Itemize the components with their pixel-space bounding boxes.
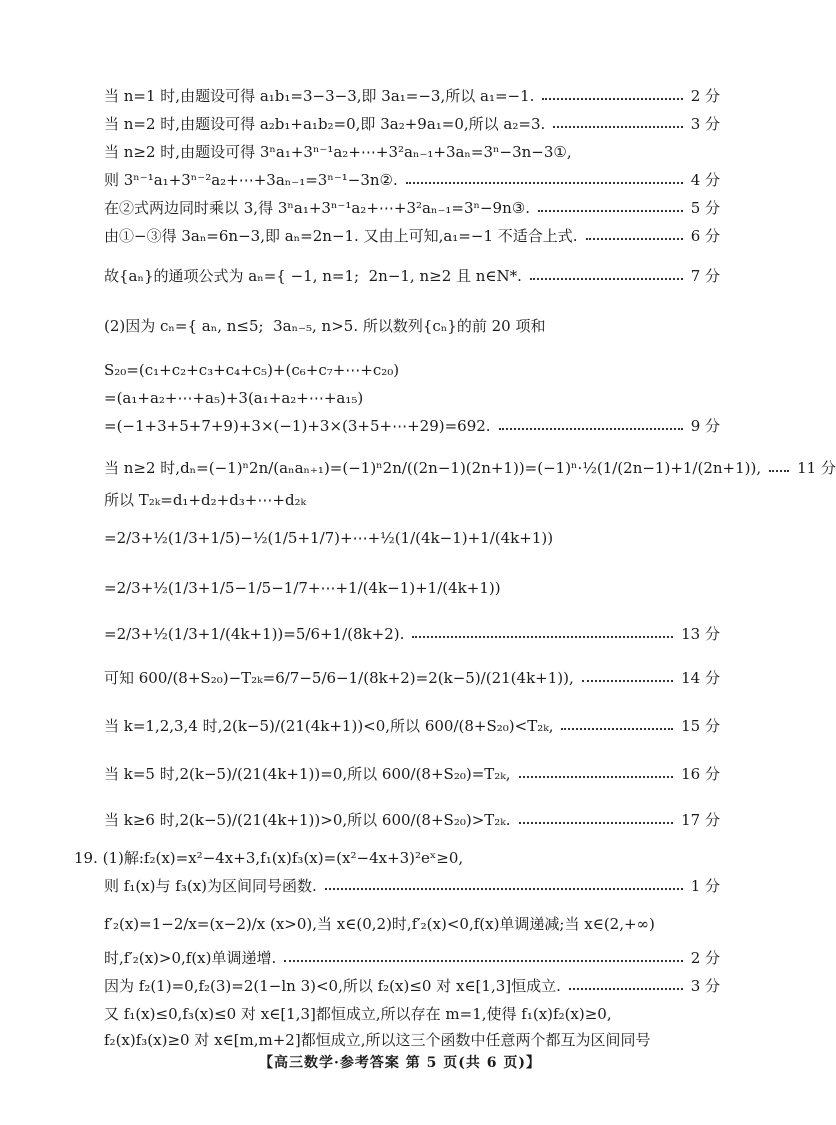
solution-line: 故{aₙ}的通项公式为 aₙ={ −1, n=1; 2n−1, n≥2 且 n∈N*. 7 分: [104, 267, 720, 285]
solution-line: 因为 f₂(1)=0,f₂(3)=2(1−ln 3)<0,所以 f₂(x)≤0 对 x∈[1,3]恒成立. 3 分: [104, 977, 720, 995]
solution-line: 时,f′₂(x)>0,f(x)单调递增. 2 分: [104, 949, 720, 967]
solution-line: =2/3+½(1/3+1/5−1/5−1/7+⋯+1/(4k−1)+1/(4k+1)): [104, 579, 501, 597]
solution-line: 又 f₁(x)≤0,f₃(x)≤0 对 x∈[1,3]都恒成立,所以存在 m=1,使得 f₁(x)f₂(x)≥0,: [104, 1005, 612, 1023]
question-19-line: 19. (1)解:f₂(x)=x²−4x+3,f₁(x)f₃(x)=(x²−4x+3)²eˣ≥0,: [74, 849, 464, 867]
solution-line: 在②式两边同时乘以 3,得 3ⁿa₁+3ⁿ⁻¹a₂+⋯+3²aₙ₋₁=3ⁿ−9n③. 5 分: [104, 199, 720, 217]
solution-line: 当 k=5 时,2(k−5)/(21(4k+1))=0,所以 600/(8+S₂₀)=T₂ₖ, 16 分: [104, 765, 720, 783]
solution-line: 则 f₁(x)与 f₃(x)为区间同号函数. 1 分: [104, 877, 720, 895]
solution-line: 当 k=1,2,3,4 时,2(k−5)/(21(4k+1))<0,所以 600/(8+S₂₀)<T₂ₖ, 15 分: [104, 717, 720, 735]
solution-line: (2)因为 cₙ={ aₙ, n≤5; 3aₙ₋₅, n>5. 所以数列{cₙ}的前 20 项和: [104, 317, 546, 335]
solution-line: =(a₁+a₂+⋯+a₅)+3(a₁+a₂+⋯+a₁₅): [104, 389, 364, 407]
solution-line: =(−1+3+5+7+9)+3×(−1)+3×(3+5+⋯+29)=692. 9 分: [104, 417, 720, 435]
page-footer: 【高三数学·参考答案 第 5 页(共 6 页)】: [259, 1055, 541, 1071]
solution-line: S₂₀=(c₁+c₂+c₃+c₄+c₅)+(c₆+c₇+⋯+c₂₀): [104, 361, 400, 379]
solution-line: 当 k≥6 时,2(k−5)/(21(4k+1))>0,所以 600/(8+S₂₀)>T₂ₖ. 17 分: [104, 811, 720, 829]
solution-line: 当 n≥2 时,dₙ=(−1)ⁿ2n/(aₙaₙ₊₁)=(−1)ⁿ2n/((2n−1)(2n+1))=(−1)ⁿ·½(1/(2n−1)+1/(2n+1)), 11 分: [104, 459, 836, 477]
solution-line: 由①−③得 3aₙ=6n−3,即 aₙ=2n−1. 又由上可知,a₁=−1 不适合上式. 6 分: [104, 227, 720, 245]
solution-line: 所以 T₂ₖ=d₁+d₂+d₃+⋯+d₂ₖ: [104, 491, 307, 509]
solution-line: f₂(x)f₃(x)≥0 对 x∈[m,m+2]都恒成立,所以这三个函数中任意两个都互为区间同号: [104, 1031, 651, 1049]
solution-line: f′₂(x)=1−2/x=(x−2)/x (x>0),当 x∈(0,2)时,f′₂(x)<0,f(x)单调递减;当 x∈(2,+∞): [104, 915, 655, 933]
solution-line: 当 n=1 时,由题设可得 a₁b₁=3−3−3,即 3a₁=−3,所以 a₁=−1. 2 分: [104, 87, 720, 105]
solution-line: =2/3+½(1/3+1/5)−½(1/5+1/7)+⋯+½(1/(4k−1)+1/(4k+1)): [104, 529, 554, 547]
solution-line: 当 n≥2 时,由题设可得 3ⁿa₁+3ⁿ⁻¹a₂+⋯+3²aₙ₋₁+3aₙ=3ⁿ−3n−3①,: [104, 143, 572, 161]
solution-line: =2/3+½(1/3+1/(4k+1))=5/6+1/(8k+2). 13 分: [104, 625, 720, 643]
solution-line: 则 3ⁿ⁻¹a₁+3ⁿ⁻²a₂+⋯+3aₙ₋₁=3ⁿ⁻¹−3n②. 4 分: [104, 171, 720, 189]
solution-line: 当 n=2 时,由题设可得 a₂b₁+a₁b₂=0,即 3a₂+9a₁=0,所以 a₂=3. 3 分: [104, 115, 720, 133]
solution-line: 可知 600/(8+S₂₀)−T₂ₖ=6/7−5/6−1/(8k+2)=2(k−5)/(21(4k+1)), 14 分: [104, 669, 720, 687]
